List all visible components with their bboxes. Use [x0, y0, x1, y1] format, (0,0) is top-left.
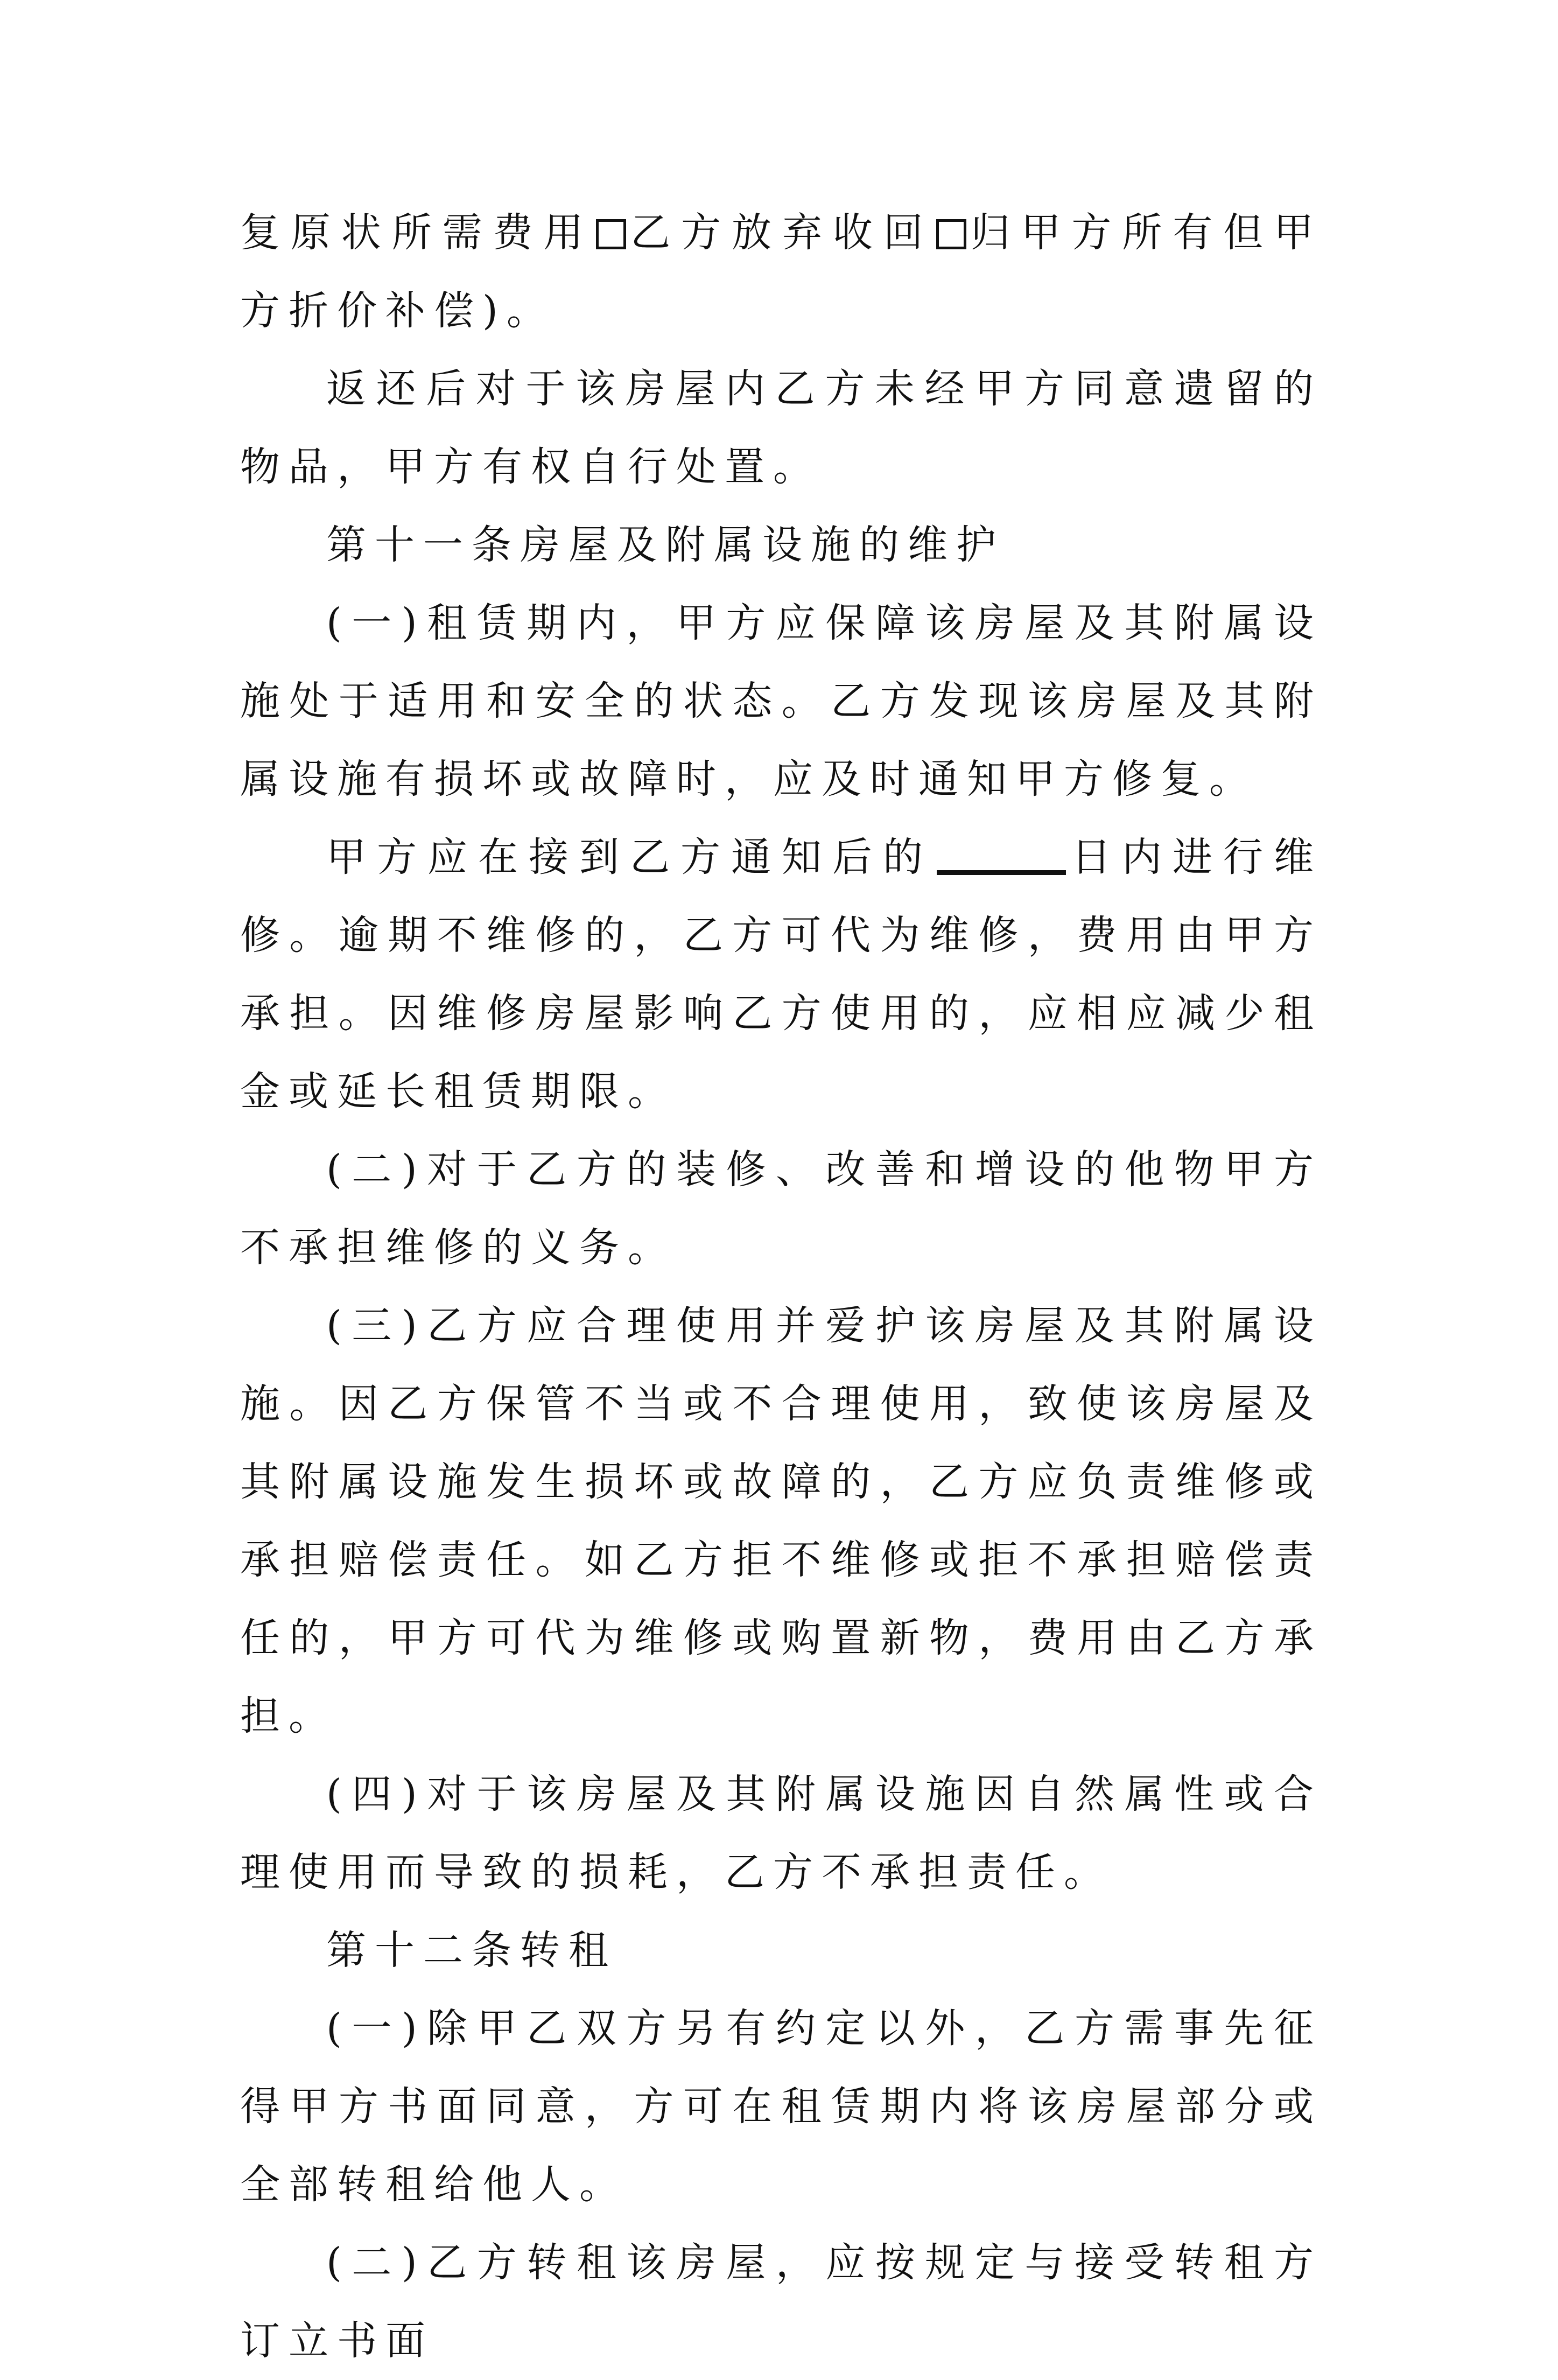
paragraph-text: 甲方应在接到乙方通知后的 — [326, 834, 934, 880]
checkbox-belongs-to-party-a[interactable] — [936, 219, 966, 249]
paragraph-text: 归甲方所有但甲方折价补偿)。 — [240, 209, 1323, 334]
paragraph-leftover-items: 返还后对于该房屋内乙方未经甲方同意遗留的物品，甲方有权自行处置。 — [240, 366, 1322, 490]
paragraph-12-2: (二)乙方转租该房屋，应按规定与接受转租方订立书面 — [240, 2239, 1322, 2364]
paragraph-text: 日内进行维修。逾期不维修的，乙方可代为维修，费用由甲方承担。因维修房屋影响乙方使用的，应相应减少租金或延长租赁期限。 — [240, 834, 1322, 1115]
days-blank-field[interactable] — [937, 832, 1066, 875]
paragraph-11-3: (三)乙方应合理使用并爱护该房屋及其附属设施。因乙方保管不当或不合理使用，致使该房屋及其附属设施发生损坏或故障的，乙方应负责维修或承担赔偿责任。如乙方拒不维修或拒不承担赔偿责任的，甲方可代为维修或购置新物，费用由乙方承担。 — [240, 1303, 1322, 1739]
paragraph-11-4: (四)对于该房屋及其附属设施因自然属性或合理使用而导致的损耗，乙方不承担责任。 — [240, 1771, 1322, 1895]
paragraph-12-1: (一)除甲乙双方另有约定以外，乙方需事先征得甲方书面同意，方可在租赁期内将该房屋部分或全部转租给他人。 — [240, 2005, 1322, 2208]
paragraph-repair-deadline — [240, 818, 1322, 1131]
document-page — [240, 194, 1322, 2380]
article-12-heading: 第十二条转租 — [326, 1927, 617, 1973]
paragraph-text: 乙方放弃收回 — [628, 209, 934, 256]
paragraph-11-1: (一)租赁期内，甲方应保障该房屋及其附属设施处于适用和安全的状态。乙方发现该房屋及其附属设施有损坏或故障时，应及时通知甲方修复。 — [240, 600, 1322, 802]
paragraph-text: 复原状所需费用 — [240, 209, 594, 256]
article-11-heading: 第十一条房屋及附属设施的维护 — [326, 522, 1005, 568]
checkbox-give-up[interactable] — [596, 219, 626, 249]
paragraph-restore-cost — [240, 194, 1322, 350]
paragraph-11-2: (二)对于乙方的装修、改善和增设的他物甲方不承担维修的义务。 — [240, 1146, 1322, 1271]
